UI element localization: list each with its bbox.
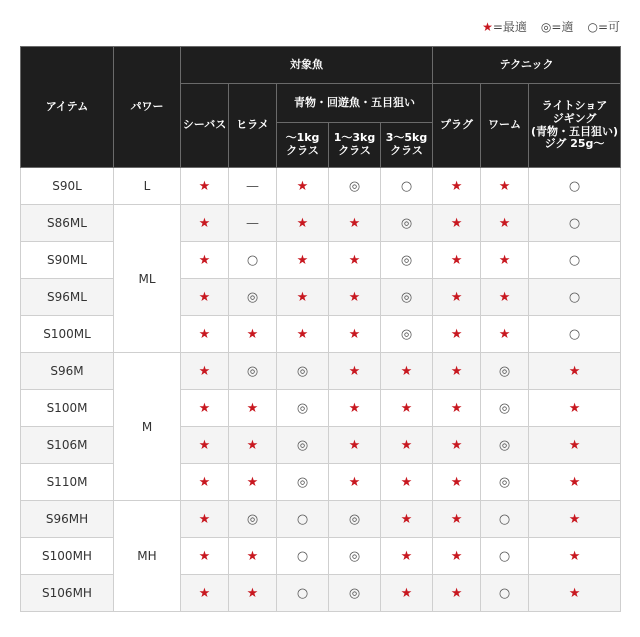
star-icon: ★ [498, 215, 511, 231]
star-icon: ★ [198, 326, 211, 342]
rating-cell [229, 538, 277, 575]
rating-cell [329, 168, 381, 205]
rating-cell [181, 279, 229, 316]
circle-icon: ○ [296, 511, 309, 527]
rating-cell [277, 427, 329, 464]
star-icon: ★ [348, 363, 361, 379]
rating-cell [481, 427, 529, 464]
rating-cell [381, 538, 433, 575]
item-name-cell: S100ML [21, 316, 114, 353]
rating-cell [229, 242, 277, 279]
rating-cell [277, 279, 329, 316]
rating-cell [277, 205, 329, 242]
double-circle-icon: ◎ [296, 437, 309, 453]
power-cell: L [114, 168, 181, 205]
rating-cell [329, 242, 381, 279]
star-icon: ★ [450, 326, 463, 342]
star-icon: ★ [450, 437, 463, 453]
table-row [21, 205, 621, 242]
rating-cell [433, 168, 481, 205]
table-body [21, 168, 621, 612]
header-item: アイテム [21, 47, 114, 168]
header-class-3-5kg: 3〜5kg クラス [381, 123, 433, 168]
item-name-cell: S110M [21, 464, 114, 501]
rating-cell [229, 353, 277, 390]
table-row [21, 464, 621, 501]
rating-cell [277, 353, 329, 390]
header-class-1-3kg: 1〜3kg クラス [329, 123, 381, 168]
star-icon: ★ [568, 363, 581, 379]
star-icon: ★ [296, 289, 309, 305]
rating-cell [329, 316, 381, 353]
double-circle-icon: ◎ [348, 178, 361, 194]
rating-cell [329, 390, 381, 427]
star-icon: ★ [348, 326, 361, 342]
table-row [21, 242, 621, 279]
star-icon: ★ [246, 474, 259, 490]
item-name-cell: S100M [21, 390, 114, 427]
double-circle-icon: ◎ [246, 289, 259, 305]
rating-cell [277, 316, 329, 353]
star-icon: ★ [450, 252, 463, 268]
compatibility-table [20, 46, 621, 612]
star-icon: ★ [400, 511, 413, 527]
star-icon: ★ [348, 289, 361, 305]
double-circle-icon: ◎ [498, 437, 511, 453]
star-icon: ★ [400, 363, 413, 379]
rating-cell [433, 464, 481, 501]
rating-cell [229, 168, 277, 205]
star-icon: ★ [246, 548, 259, 564]
table-row [21, 501, 621, 538]
table-row [21, 316, 621, 353]
table-row [21, 390, 621, 427]
circle-icon: ○ [498, 511, 511, 527]
rating-cell [381, 316, 433, 353]
rating-cell [229, 575, 277, 612]
rating-cell [329, 353, 381, 390]
rating-cell [529, 168, 621, 205]
legend-item-best [482, 18, 527, 35]
rating-cell [481, 279, 529, 316]
table-row [21, 575, 621, 612]
double-circle-icon: ◎ [296, 400, 309, 416]
power-cell: ML [114, 205, 181, 353]
rating-cell [181, 501, 229, 538]
rating-cell [433, 279, 481, 316]
header-worm: ワーム [481, 84, 529, 168]
rating-cell [433, 575, 481, 612]
star-icon: ★ [296, 178, 309, 194]
power-cell: M [114, 353, 181, 501]
rating-cell [229, 501, 277, 538]
rating-cell [229, 464, 277, 501]
rating-cell [529, 427, 621, 464]
dash-icon: — [246, 215, 259, 231]
double-circle-icon: ◎ [246, 363, 259, 379]
star-icon: ★ [568, 474, 581, 490]
rating-cell [181, 390, 229, 427]
star-icon: ★ [198, 215, 211, 231]
rating-cell [481, 316, 529, 353]
rating-cell [433, 390, 481, 427]
header-seabass: シーバス [181, 84, 229, 168]
star-icon: ★ [568, 400, 581, 416]
header-target-fish: 対象魚 [181, 47, 433, 84]
star-icon: ★ [198, 178, 211, 194]
star-icon: ★ [198, 585, 211, 601]
rating-cell [181, 427, 229, 464]
star-icon: ★ [296, 252, 309, 268]
star-icon: ★ [400, 437, 413, 453]
item-name-cell: S96ML [21, 279, 114, 316]
double-circle-icon: ◎ [400, 252, 413, 268]
legend-item-ok [587, 18, 620, 35]
circle-icon: ○ [296, 548, 309, 564]
table-row [21, 168, 621, 205]
rating-cell [433, 353, 481, 390]
double-circle-icon: ◎ [296, 363, 309, 379]
double-circle-icon: ◎ [540, 19, 552, 34]
rating-cell [329, 501, 381, 538]
rating-cell [433, 316, 481, 353]
double-circle-icon: ◎ [348, 548, 361, 564]
rating-cell [277, 464, 329, 501]
star-icon: ★ [568, 548, 581, 564]
star-icon: ★ [198, 400, 211, 416]
rating-cell [277, 501, 329, 538]
rating-cell [381, 575, 433, 612]
star-icon: ★ [450, 474, 463, 490]
double-circle-icon: ◎ [296, 474, 309, 490]
header-power: パワー [114, 47, 181, 168]
rating-cell [481, 538, 529, 575]
star-icon: ★ [568, 511, 581, 527]
rating-cell [329, 279, 381, 316]
rating-cell [277, 390, 329, 427]
star-icon: ★ [198, 289, 211, 305]
circle-icon: ○ [296, 585, 309, 601]
rating-cell [329, 464, 381, 501]
rating-cell [433, 538, 481, 575]
star-icon: ★ [198, 252, 211, 268]
rating-cell [433, 427, 481, 464]
table-row [21, 279, 621, 316]
rating-cell [529, 575, 621, 612]
circle-icon: ○ [498, 585, 511, 601]
rating-cell [181, 538, 229, 575]
rating-cell [381, 242, 433, 279]
item-name-cell: S90ML [21, 242, 114, 279]
rating-cell [229, 279, 277, 316]
rating-cell [481, 390, 529, 427]
rating-cell [277, 538, 329, 575]
rating-cell [329, 205, 381, 242]
rating-cell [181, 242, 229, 279]
star-icon: ★ [498, 326, 511, 342]
rating-cell [181, 205, 229, 242]
legend-label-best: =最適 [492, 20, 527, 34]
star-icon: ★ [400, 585, 413, 601]
star-icon: ★ [450, 289, 463, 305]
rating-cell [433, 501, 481, 538]
star-icon: ★ [450, 511, 463, 527]
rating-cell [481, 464, 529, 501]
rating-cell [329, 427, 381, 464]
rating-cell [381, 501, 433, 538]
rating-cell [277, 242, 329, 279]
table-row [21, 538, 621, 575]
item-name-cell: S106MH [21, 575, 114, 612]
header-aomono-group: 青物・回遊魚・五目狙い [277, 84, 433, 123]
double-circle-icon: ◎ [400, 289, 413, 305]
star-icon: ★ [198, 474, 211, 490]
double-circle-icon: ◎ [498, 400, 511, 416]
rating-cell [181, 316, 229, 353]
star-icon: ★ [400, 400, 413, 416]
circle-icon: ○ [568, 215, 581, 231]
star-icon: ★ [348, 252, 361, 268]
table-row [21, 353, 621, 390]
item-name-cell: S96M [21, 353, 114, 390]
star-icon: ★ [296, 326, 309, 342]
item-name-cell: S86ML [21, 205, 114, 242]
header-technique: テクニック [433, 47, 621, 84]
rating-cell [277, 575, 329, 612]
rating-cell [381, 464, 433, 501]
star-icon: ★ [348, 437, 361, 453]
star-icon: ★ [246, 437, 259, 453]
star-icon: ★ [348, 400, 361, 416]
rating-cell [381, 390, 433, 427]
double-circle-icon: ◎ [348, 585, 361, 601]
rating-cell [381, 168, 433, 205]
rating-cell [481, 501, 529, 538]
circle-icon: ○ [568, 326, 581, 342]
star-icon: ★ [246, 585, 259, 601]
header-hirame: ヒラメ [229, 84, 277, 168]
legend-label-ok: =可 [597, 20, 620, 34]
star-icon: ★ [482, 19, 493, 34]
star-icon: ★ [450, 400, 463, 416]
circle-icon: ○ [568, 289, 581, 305]
star-icon: ★ [198, 363, 211, 379]
circle-icon: ○ [568, 252, 581, 268]
rating-cell [481, 242, 529, 279]
rating-cell [529, 316, 621, 353]
star-icon: ★ [246, 326, 259, 342]
rating-cell [433, 242, 481, 279]
rating-cell [277, 168, 329, 205]
item-name-cell: S100MH [21, 538, 114, 575]
star-icon: ★ [450, 363, 463, 379]
star-icon: ★ [400, 474, 413, 490]
item-name-cell: S96MH [21, 501, 114, 538]
header-plug: プラグ [433, 84, 481, 168]
rating-cell [481, 205, 529, 242]
star-icon: ★ [400, 548, 413, 564]
star-icon: ★ [296, 215, 309, 231]
star-icon: ★ [568, 437, 581, 453]
rating-cell [229, 205, 277, 242]
circle-icon: ○ [400, 178, 413, 194]
rating-cell [229, 316, 277, 353]
star-icon: ★ [450, 585, 463, 601]
rating-cell [529, 464, 621, 501]
star-icon: ★ [348, 474, 361, 490]
circle-icon: ○ [568, 178, 581, 194]
double-circle-icon: ◎ [400, 215, 413, 231]
double-circle-icon: ◎ [498, 363, 511, 379]
rating-cell [481, 353, 529, 390]
power-cell: MH [114, 501, 181, 612]
table-row [21, 427, 621, 464]
rating-cell [481, 168, 529, 205]
dash-icon: — [246, 178, 259, 194]
legend-item-suitable [541, 18, 574, 35]
star-icon: ★ [450, 548, 463, 564]
item-name-cell: S90L [21, 168, 114, 205]
legend [482, 18, 620, 35]
rating-cell [481, 575, 529, 612]
circle-icon: ○ [246, 252, 259, 268]
rating-cell [181, 464, 229, 501]
star-icon: ★ [498, 289, 511, 305]
star-icon: ★ [568, 585, 581, 601]
rating-cell [529, 538, 621, 575]
star-icon: ★ [198, 437, 211, 453]
star-icon: ★ [450, 215, 463, 231]
rating-cell [529, 353, 621, 390]
circle-icon: ○ [587, 19, 598, 34]
header-light-shore-jigging: ライトショア ジギング (青物・五目狙い) ジグ 25g〜 [529, 84, 621, 168]
rating-cell [529, 279, 621, 316]
circle-icon: ○ [498, 548, 511, 564]
rating-cell [181, 353, 229, 390]
star-icon: ★ [498, 252, 511, 268]
rating-cell [329, 575, 381, 612]
rating-cell [529, 390, 621, 427]
rating-cell [381, 205, 433, 242]
rating-cell [229, 390, 277, 427]
rating-cell [381, 427, 433, 464]
rating-cell [381, 353, 433, 390]
double-circle-icon: ◎ [498, 474, 511, 490]
rating-cell [181, 575, 229, 612]
legend-label-suitable: =適 [551, 20, 574, 34]
rating-cell [433, 205, 481, 242]
double-circle-icon: ◎ [400, 326, 413, 342]
star-icon: ★ [450, 178, 463, 194]
rating-cell [181, 168, 229, 205]
rating-cell [529, 501, 621, 538]
rating-cell [329, 538, 381, 575]
star-icon: ★ [246, 400, 259, 416]
rating-cell [529, 242, 621, 279]
star-icon: ★ [198, 511, 211, 527]
header-class-under-1kg: 〜1kg クラス [277, 123, 329, 168]
star-icon: ★ [348, 215, 361, 231]
item-name-cell: S106M [21, 427, 114, 464]
rating-cell [229, 427, 277, 464]
double-circle-icon: ◎ [246, 511, 259, 527]
star-icon: ★ [198, 548, 211, 564]
star-icon: ★ [498, 178, 511, 194]
double-circle-icon: ◎ [348, 511, 361, 527]
rating-cell [529, 205, 621, 242]
table-header [21, 47, 621, 168]
rating-cell [381, 279, 433, 316]
